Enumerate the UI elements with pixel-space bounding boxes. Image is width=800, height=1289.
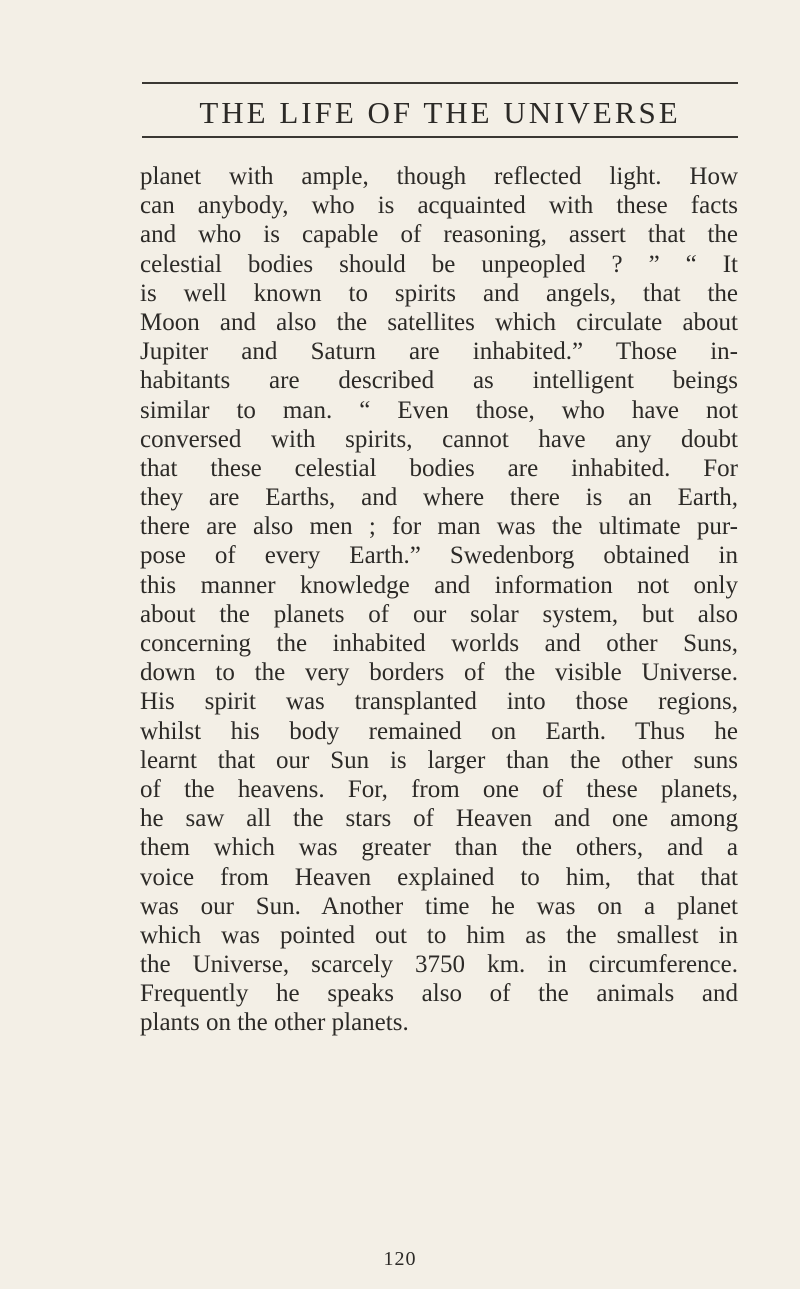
text-line: is well known to spirits and angels, that the	[140, 279, 738, 307]
text-line: this manner knowledge and information not only	[140, 571, 738, 599]
text-line: about the planets of our solar system, but also	[140, 600, 738, 628]
text-line: and who is capable of reasoning, assert that the	[140, 221, 738, 249]
text-line: whilst his body remained on Earth. Thus he	[140, 717, 738, 745]
text-line: the Universe, scarcely 3750 km. in circumference.	[140, 951, 738, 979]
text-line: concerning the inhabited worlds and other Suns,	[140, 630, 738, 657]
text-line: conversed with spirits, cannot have any doubt	[140, 425, 738, 453]
text-line: learnt that our Sun is larger than the other suns	[140, 746, 738, 774]
text-line: which was pointed out to him as the smallest in	[140, 921, 738, 949]
text-line: he saw all the stars of Heaven and one among	[140, 805, 738, 833]
body-text	[140, 162, 738, 1038]
header-rule-top	[142, 82, 738, 84]
text-line: voice from Heaven explained to him, that that	[140, 863, 738, 891]
text-line: was our Sun. Another time he was on a planet	[140, 892, 738, 920]
text-line: Jupiter and Saturn are inhabited.” Those in-	[140, 338, 738, 366]
text-line: of the heavens. For, from one of these planets,	[140, 775, 738, 803]
text-line: habitants are described as intelligent beings	[140, 367, 738, 395]
text-line: planet with ample, though reflected light. How	[140, 163, 738, 190]
text-line: Moon and also the satellites which circulate about	[140, 308, 738, 336]
page-header	[142, 82, 738, 142]
text-line: pose of every Earth.” Swedenborg obtained in	[140, 542, 738, 570]
text-line: Frequently he speaks also of the animals and	[140, 980, 738, 1008]
text-line: that these celestial bodies are inhabited. For	[140, 454, 738, 482]
text-line: His spirit was transplanted into those regions,	[140, 688, 738, 716]
text-line: they are Earths, and where there is an Earth,	[140, 484, 738, 512]
header-rule-bottom	[142, 136, 738, 138]
text-line: can anybody, who is acquainted with these facts	[140, 192, 738, 220]
text-line: plants on the other planets.	[140, 1009, 409, 1037]
text-line: celestial bodies should be unpeopled ? ” “ It	[140, 250, 738, 278]
text-line: down to the very borders of the visible Universe.	[140, 659, 738, 687]
text-line: similar to man. “ Even those, who have not	[140, 396, 738, 424]
page-number: 120	[383, 1248, 417, 1270]
text-line: there are also men ; for man was the ultimate pur-	[140, 513, 738, 541]
running-head: THE LIFE OF THE UNIVERSE	[199, 95, 681, 130]
text-line: them which was greater than the others, and a	[140, 834, 738, 862]
